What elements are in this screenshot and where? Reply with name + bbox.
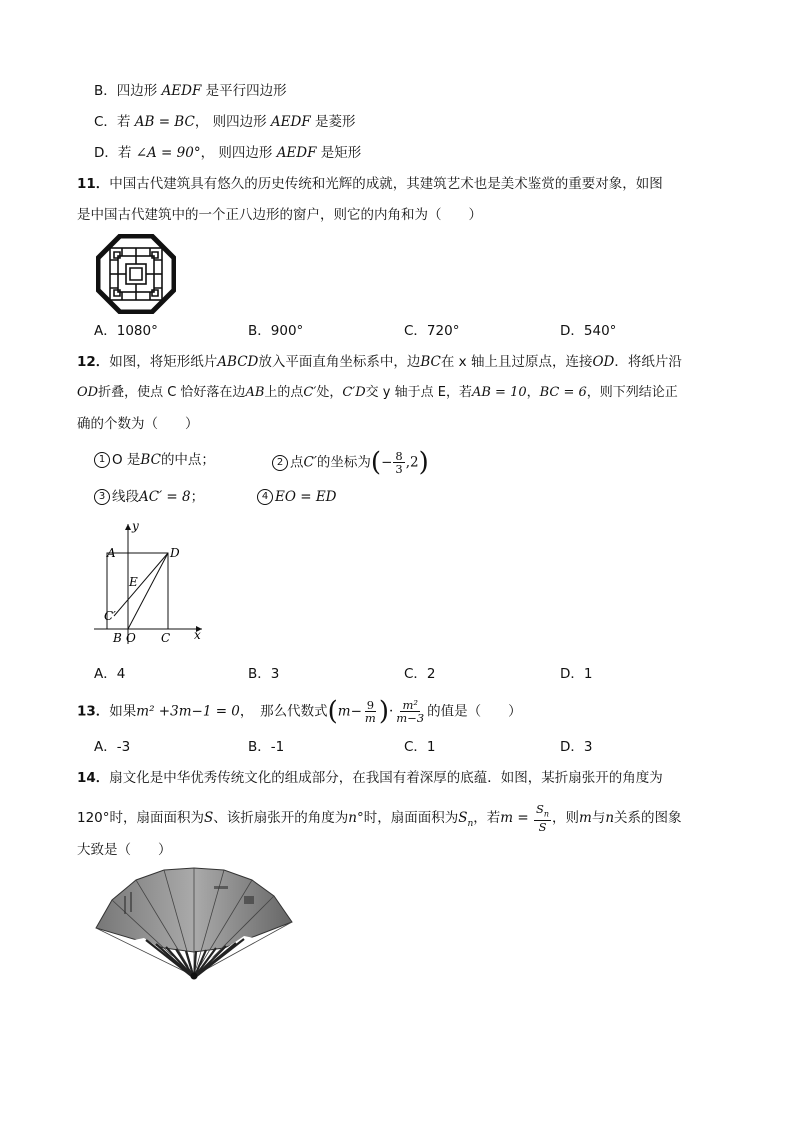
fig-label-c: C <box>161 631 171 645</box>
q10-choice-d: D．若 ∠A = 90°， 则四边形 AEDF 是矩形 <box>94 145 362 161</box>
q11-text-line1: 11．中国古代建筑具有悠久的历史传统和光辉的成就，其建筑艺术也是美术鉴赏的重要对象，如图 <box>77 176 663 192</box>
q12-text-line2: OD折叠，使点 C 恰好落在边AB上的点C′处，C′D交 y 轴于点 E，若AB = 10，BC = 6，则下列结论正 <box>77 385 678 400</box>
q12-choice-d: D．1 <box>560 666 593 682</box>
fig-label-a: A <box>107 546 116 560</box>
q12-statement-3: 3 线段AC′ = 8； <box>94 487 204 507</box>
fig-label-x: x <box>194 628 201 642</box>
q12-statement-4: 4 EO = ED <box>257 487 337 507</box>
q13-choice-a: A．-3 <box>94 739 131 755</box>
q13-choice-c: C．1 <box>404 739 436 755</box>
q12-statement-2: 2 点C′的坐标为(− $\frac{8}{3}$ ,2) <box>272 450 429 475</box>
fig-label-d: D <box>170 546 180 560</box>
coordinate-figure <box>90 518 210 648</box>
q12-choice-c: C．2 <box>404 666 436 682</box>
q13-choice-d: D．3 <box>560 739 593 755</box>
q12-choice-a: A．4 <box>94 666 126 682</box>
q10-choice-c: C．若 AB = BC， 则四边形 AEDF 是菱形 <box>94 114 356 130</box>
q11-choice-b: B．900° <box>248 323 304 339</box>
q10-choice-b: B．四边形 AEDF 是平行四边形 <box>94 83 287 99</box>
fig-label-o: O <box>126 631 136 645</box>
q14-text-line2: 120°时，扇面面积为S、该折扇张开的角度为n°时，扇面面积为$S_n$，若m = $\frac{S_n}{S}$ ，则m与n关系的图象 <box>77 802 682 835</box>
q11-choice-d: D．540° <box>560 323 617 339</box>
fig-label-b: B <box>113 631 122 645</box>
octagon-window-image <box>96 234 176 314</box>
fig-label-e: E <box>129 575 138 589</box>
q11-choice-a: A．1080° <box>94 323 158 339</box>
q13-choice-b: B．-1 <box>248 739 285 755</box>
q11-text-line2: 是中国古代建筑中的一个正八边形的窗户，则它的内角和为（ ） <box>77 207 482 223</box>
q12-statement-1: 1 O 是BC的中点； <box>94 450 215 470</box>
q13-text: 13．如果m² +3m−1 = 0， 那么代数式(m− $\frac{9}{m}$ )· $\frac{\text{m²}}{m-3}$ 的值是（ ） <box>77 696 522 727</box>
fig-label-y: y <box>132 519 139 533</box>
q12-text-line1: 12．如图，将矩形纸片ABCD放入平面直角坐标系中，边BC在 x 轴上且过原点，连接OD．将纸片沿 <box>77 354 682 370</box>
q12-text-line3: 确的个数为（ ） <box>77 416 199 432</box>
fig-label-c-prime: C′ <box>104 609 116 623</box>
q14-text-line1: 14．扇文化是中华优秀传统文化的组成部分，在我国有着深厚的底蕴．如图，某折扇张开的角度为 <box>77 770 663 786</box>
q14-text-line3: 大致是（ ） <box>77 842 172 858</box>
q11-choice-c: C．720° <box>404 323 460 339</box>
q12-choice-b: B．3 <box>248 666 280 682</box>
folding-fan-image <box>94 866 294 986</box>
